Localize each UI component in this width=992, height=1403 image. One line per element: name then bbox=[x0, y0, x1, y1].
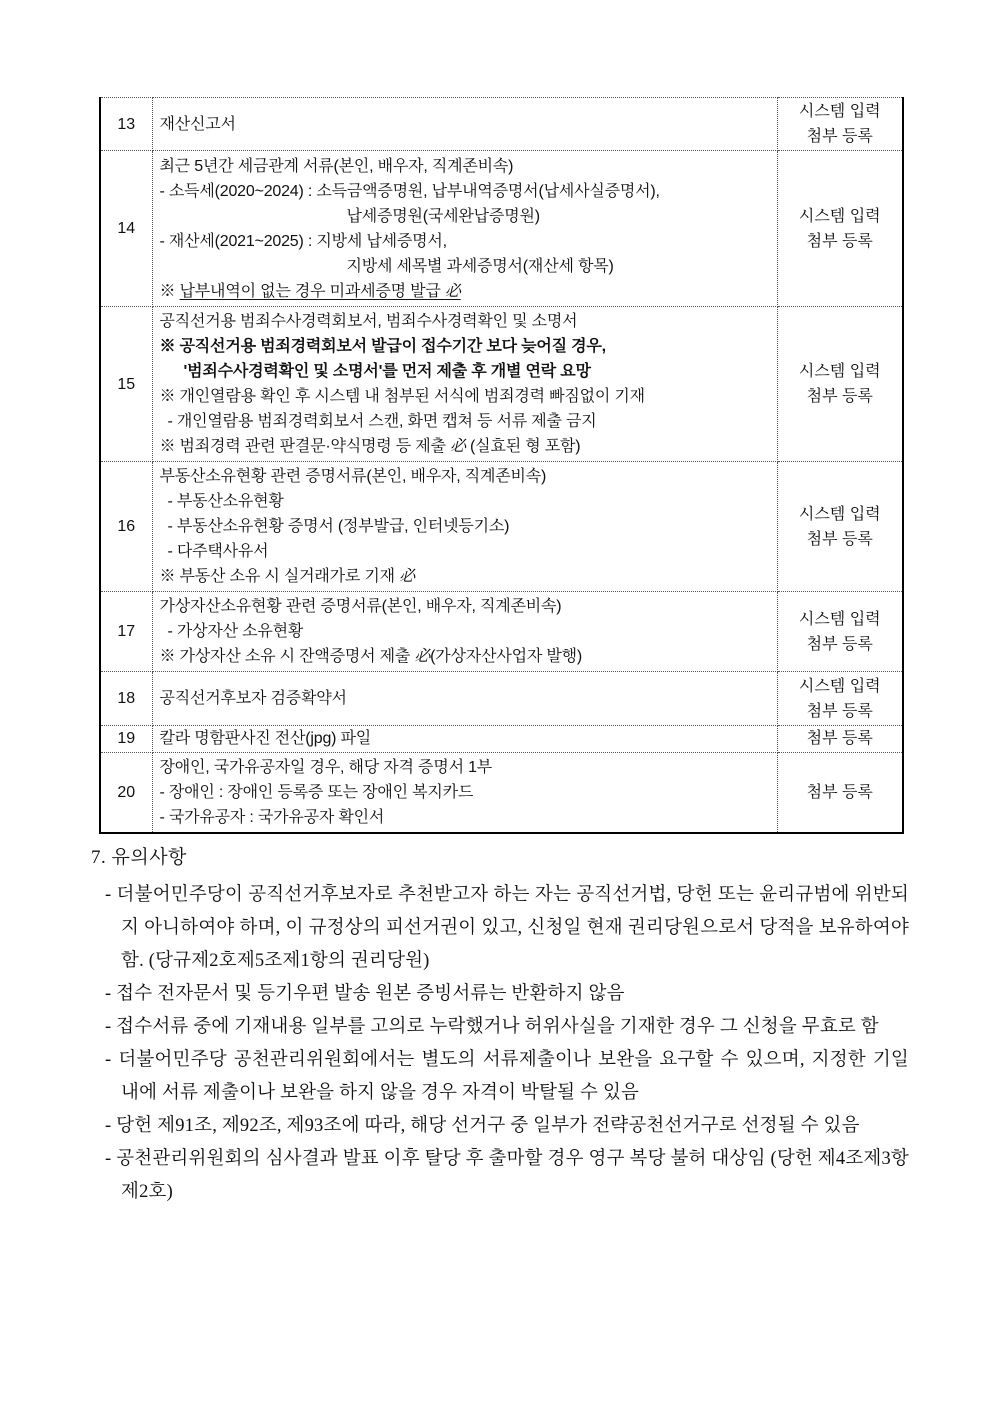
text-segment: - 국가유공자 : 국가유공자 확인서 bbox=[159, 809, 385, 826]
notes-list bbox=[91, 879, 909, 1209]
document-description bbox=[152, 98, 777, 151]
description-line bbox=[160, 619, 770, 644]
text-segment: (실효된 형 포함) bbox=[465, 438, 581, 455]
document-description bbox=[152, 753, 777, 834]
row-number: 14 bbox=[100, 151, 152, 307]
registration-method bbox=[777, 672, 903, 726]
registration-method-line: 시스템 입력 bbox=[798, 677, 881, 695]
note-item: - 접수 전자문서 및 등기우편 발송 원본 증빙서류는 반환하지 않음 bbox=[105, 984, 625, 1004]
note-item: - 더불어민주당이 공직선거후보자로 추천받고자 하는 자는 공직선거법, 당헌 또는 윤리규범에 위반되지 아니하여야 하며, 이 규정상의 피선거권이 있고, 신청일 현재 권리당원으로서 당적을 보유하여야 함. (당규제2호제5조제1항의 권리당원) bbox=[105, 885, 909, 971]
description-line bbox=[160, 154, 770, 179]
registration-method-line: 첨부 등록 bbox=[806, 232, 873, 250]
registration-method-line: 첨부 등록 bbox=[806, 784, 873, 801]
registration-method-line: 첨부 등록 bbox=[806, 635, 873, 653]
document-description bbox=[152, 592, 777, 672]
text-segment: 必 bbox=[399, 568, 415, 585]
table-row bbox=[100, 672, 903, 726]
text-segment: - 가상자산 소유현황 bbox=[167, 623, 304, 640]
text-segment: 최근 5년간 세금관계 서류(본인, 배우자, 직계존비속) bbox=[159, 157, 514, 175]
registration-method-line: 첨부 등록 bbox=[806, 730, 873, 747]
description-line bbox=[160, 728, 770, 750]
text-segment: - 개인열람용 범죄경력회보서 스캔, 화면 캡쳐 등 서류 제출 금지 bbox=[167, 413, 597, 430]
text-segment: ※ 가상자산 소유 시 잔액증명서 제출 bbox=[159, 648, 415, 665]
text-segment: - 재산세(2021~2025) : 지방세 납세증명서, bbox=[159, 232, 447, 250]
text-segment: '범죄수사경력확인 및 소명서'를 먼저 제출 후 개별 연락 요망 bbox=[183, 363, 591, 380]
text-segment: ※ 부동산 소유 시 실거래가로 기재 bbox=[159, 568, 400, 585]
document-description bbox=[152, 151, 777, 307]
description-line bbox=[160, 112, 770, 137]
registration-method bbox=[777, 151, 903, 307]
note-item: - 당헌 제91조, 제92조, 제93조에 따라, 해당 선거구 중 일부가 전략공천선거구로 선정될 수 있음 bbox=[105, 1116, 860, 1136]
table-row bbox=[100, 98, 903, 151]
text-segment: ※ bbox=[159, 282, 180, 300]
text-segment: - 장애인 : 장애인 등록증 또는 장애인 복지카드 bbox=[159, 784, 474, 801]
row-number: 18 bbox=[100, 672, 152, 726]
text-segment: 칼라 명함판사진 전산(jpg) 파일 bbox=[159, 730, 372, 747]
description-line bbox=[160, 780, 770, 805]
note-item: - 접수서류 중에 기재내용 일부를 고의로 누락했거나 허위사실을 기재한 경우 그 신청을 무효로 함 bbox=[105, 1017, 879, 1037]
registration-method-line: 시스템 입력 bbox=[798, 207, 881, 225]
description-line bbox=[160, 514, 770, 539]
description-line bbox=[160, 179, 770, 204]
document-checklist-table bbox=[99, 97, 904, 834]
text-segment: 납부내역이 없는 경우 미과세증명 발급 bbox=[179, 282, 445, 300]
row-number: 13 bbox=[100, 98, 152, 151]
description-line bbox=[160, 464, 770, 489]
registration-method bbox=[777, 753, 903, 834]
text-segment: ※ 개인열람용 확인 후 시스템 내 첨부된 서식에 범죄경력 빠짐없이 기재 bbox=[159, 388, 645, 405]
text-segment: 공직선거후보자 검증확약서 bbox=[159, 690, 347, 707]
text-segment: 가상자산소유현황 관련 증명서류(본인, 배우자, 직계존비속) bbox=[159, 598, 562, 615]
text-segment: - 부동산소유현황 증명서 (정부발급, 인터넷등기소) bbox=[167, 518, 510, 535]
description-line bbox=[160, 755, 770, 780]
text-segment: 납세증명원(국세완납증명원) bbox=[346, 207, 540, 225]
document-description bbox=[152, 726, 777, 753]
document-description bbox=[152, 672, 777, 726]
registration-method-line: 첨부 등록 bbox=[806, 388, 873, 405]
notes-section-title: 7. 유의사항 bbox=[91, 847, 187, 868]
registration-method bbox=[777, 307, 903, 462]
text-segment: 부동산소유현황 관련 증명서류(본인, 배우자, 직계존비속) bbox=[159, 468, 547, 485]
description-line bbox=[160, 309, 770, 334]
description-line bbox=[160, 254, 770, 279]
table-row bbox=[100, 307, 903, 462]
text-segment: 공직선거용 범죄수사경력회보서, 범죄수사경력확인 및 소명서 bbox=[159, 313, 578, 330]
table-row bbox=[100, 592, 903, 672]
text-segment: 必 bbox=[414, 648, 431, 665]
document-checklist-body bbox=[100, 98, 903, 834]
notes-section bbox=[91, 845, 909, 1209]
table-row bbox=[100, 726, 903, 753]
table-row bbox=[100, 462, 903, 592]
description-line bbox=[160, 564, 770, 589]
description-line bbox=[160, 644, 770, 669]
registration-method bbox=[777, 726, 903, 753]
description-line bbox=[160, 204, 770, 229]
row-number: 16 bbox=[100, 462, 152, 592]
row-number: 17 bbox=[100, 592, 152, 672]
registration-method-line: 첨부 등록 bbox=[806, 530, 873, 548]
registration-method-line: 첨부 등록 bbox=[806, 702, 873, 720]
text-segment: ※ 공직선거용 범죄경력회보서 발급이 접수기간 보다 늦어질 경우, bbox=[159, 338, 606, 355]
description-line bbox=[160, 279, 770, 304]
table-row bbox=[100, 151, 903, 307]
description-line bbox=[160, 594, 770, 619]
text-segment: - 부동산소유현황 bbox=[167, 493, 284, 510]
description-line bbox=[160, 489, 770, 514]
text-segment: - 다주택사유서 bbox=[167, 543, 269, 560]
text-segment: 재산신고서 bbox=[159, 115, 236, 133]
registration-method-line: 시스템 입력 bbox=[798, 505, 881, 523]
registration-method-line: 첨부 등록 bbox=[806, 128, 873, 145]
document-description bbox=[152, 307, 777, 462]
text-segment: ※ 범죄경력 관련 판결문·약식명령 등 제출 bbox=[159, 438, 450, 455]
text-segment: - 소득세(2020~2024) : 소득금액증명원, 납부내역증명서(납세사실증명서), bbox=[159, 182, 660, 200]
text-segment: 장애인, 국가유공자일 경우, 해당 자격 증명서 1부 bbox=[159, 759, 493, 776]
text-segment: (가상자산사업자 발행) bbox=[430, 648, 582, 665]
description-line bbox=[160, 359, 770, 384]
row-number: 19 bbox=[100, 726, 152, 753]
registration-method-line: 시스템 입력 bbox=[798, 363, 881, 380]
note-item: - 공천관리위원회의 심사결과 발표 이후 탈당 후 출마할 경우 영구 복당 불허 대상임 (당헌 제4조제3항제2호) bbox=[105, 1149, 909, 1202]
text-segment: 必 bbox=[450, 438, 466, 455]
note-item: - 더불어민주당 공천관리위원회에서는 별도의 서류제출이나 보완을 요구할 수 있으며, 지정한 기일 내에 서류 제출이나 보완을 하지 않을 경우 자격이 박탈될 수 있음 bbox=[105, 1050, 909, 1103]
registration-method bbox=[777, 462, 903, 592]
description-line bbox=[160, 434, 770, 459]
registration-method-line: 시스템 입력 bbox=[798, 103, 881, 120]
text-segment: 必 bbox=[444, 282, 461, 300]
description-line bbox=[160, 384, 770, 409]
description-line bbox=[160, 805, 770, 830]
registration-method bbox=[777, 592, 903, 672]
table-row bbox=[100, 753, 903, 834]
registration-method bbox=[777, 98, 903, 151]
description-line bbox=[160, 334, 770, 359]
text-segment: 지방세 세목별 과세증명서(재산세 항목) bbox=[346, 257, 614, 275]
row-number: 15 bbox=[100, 307, 152, 462]
description-line bbox=[160, 409, 770, 434]
description-line bbox=[160, 686, 770, 711]
registration-method-line: 시스템 입력 bbox=[798, 610, 881, 628]
description-line bbox=[160, 539, 770, 564]
row-number: 20 bbox=[100, 753, 152, 834]
document-description bbox=[152, 462, 777, 592]
description-line bbox=[160, 229, 770, 254]
